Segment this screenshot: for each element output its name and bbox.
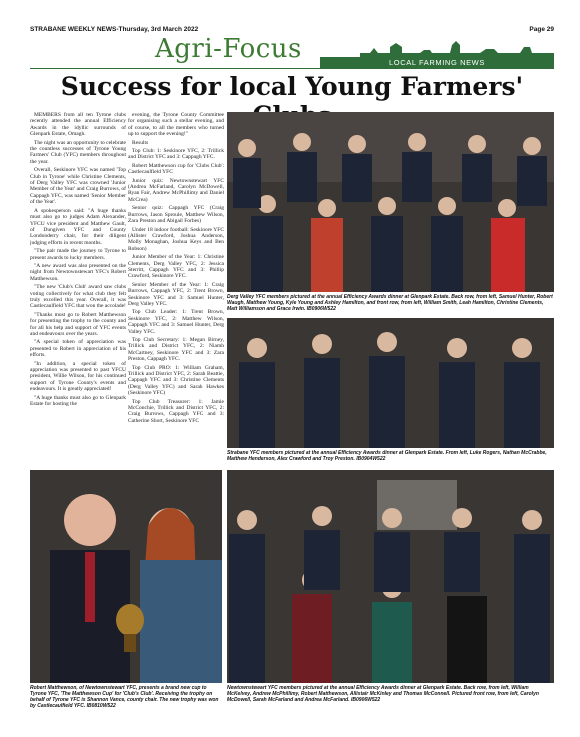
caption-newtownstewart: Newtownstewart YFC members pictured at the annual Efficiency Awards dinner at Glenpark Estate. Back row, from left, William McKelvey, Andrew McPhillimy, Robert Matthewson, Allistair McKinley and Thomas McConnell. Pictured front row, from left, Carolyn McDowell, Sarah McFarland and Andrea McFarland. IB0906W522 — [227, 685, 539, 703]
article-paragraph: "A huge thanks must also go to Glenpark Estate for hosting the — [30, 394, 126, 408]
group-photo-illustration — [227, 112, 554, 292]
article-paragraph: "Thanks must go to Robert Matthewson for presenting the trophy to the county and for all his help and support of YFC events and endeavours over the years. — [30, 311, 126, 337]
caption-derg-valley: Derg Valley YFC members pictured at the annual Efficiency Awards dinner at Glenpark Estate. Back row, from left, Samuel Hunter, Robert Waugh, Matthew Young, Kyle Young and Ashley Hamilton, and front row, from left, William Smith, Leah Hamilton, Christine Clements, Matt Williamson and Grace Irwin. IB0906W522 — [227, 294, 553, 312]
article-paragraph: Overall, Seskinore YFC was named 'Top Club in Tyrone' while Christine Clements, of Derg Valley YFC was crowned 'Junior Member of the Year' and Craig Burrows, of Cappagh YFC, was named 'Senior Member of the Year'. — [30, 167, 126, 206]
farm-silhouette-icon — [360, 39, 554, 57]
article-paragraph: Top Club Treasurer: 1: Jamie McConchie, Trillick and District YFC, 2: Craig Burrows, Cappagh YFC and 3: Catherine Short, Seskinore YFC — [128, 398, 224, 424]
photo-newtownstewart-group — [227, 470, 554, 683]
article-paragraph: Junior Member of the Year: 1: Christine Clements, Derg Valley YFC, 2: Jessica Sterritt, Cappagh YFC and 3: Phillip Crawford, Seskinore YFC. — [128, 254, 224, 280]
article-paragraph: "A new award was also presented on the night from Newtownstewart YFC's Robert Matthewson. — [30, 262, 126, 282]
section-title: Agri-Focus — [155, 34, 302, 64]
page-number: Page 29 — [529, 26, 554, 33]
caption-cup-presentation: Robert Matthewson, of Newtownstewart YFC, presents a brand new cup to Tyrone YFC, 'The Matthewson Cup' for 'Club's Club'. Receiving the trophy on behalf of Tyrone YFC is Shannon Vance, county chair. The new trophy was won by Castlecaulfield YFC. IB0810W522 — [30, 685, 219, 709]
section-banner — [30, 34, 554, 68]
article-paragraph: MEMBERS from all ten Tyrone clubs recently attended the annual Efficiency Awards in the idyllic surrounds of Glenpark Estate, Omagh. — [30, 112, 126, 138]
banner-rule — [30, 68, 554, 69]
photo-derg-valley-group — [227, 112, 554, 292]
publication-date: STRABANE WEEKLY NEWS-Thursday, 3rd March 2022 — [30, 26, 199, 33]
photo-cup-presentation — [30, 470, 222, 683]
photo-strabane-group — [227, 318, 554, 448]
group-photo-illustration — [227, 470, 554, 683]
caption-strabane: Strabane YFC members pictured at the annual Efficiency Awards dinner at Glenpark Estate. From left, Luke Rogers, Nathan McCrabbe, Matthew Henderson, Alex Crawford and Troy Preston. IB0904W522 — [227, 450, 547, 462]
article-paragraph: A spokesperson said: "A huge thanks must also go to judges Adam Alexander, YFCU vice president and Matthew Gault, of Dungiven YFC and County Londonderry chair, for their diligent judging efforts in recent months. — [30, 207, 126, 246]
group-photo-illustration — [227, 318, 554, 448]
article-paragraph: "In addition, a special token of appreciation was presented to past YFCU president, Willie Wilson, for his continued support of Tyrone County's events and endeavours. It is greatly appreciated! — [30, 360, 126, 393]
section-strip: LOCAL FARMING NEWS — [320, 57, 554, 68]
article-paragraph: Under 18 indoor football: Seskinore YFC (Allister Crawford, Joshua Anderson, Molly Monaghan, Joshua Keys and Ben Robson) — [128, 226, 224, 252]
article-paragraph: Top Club: 1: Seskinore YFC, 2: Trillick and District YFC and 3: Cappagh YFC. — [128, 148, 224, 161]
article-paragraph: Robert Matthewson cup for 'Clubs Club': Castlecaulfield YFC — [128, 162, 224, 176]
article-paragraph: Top Club Leader: 1: Trent Brown, Seskinore YFC, 2: Matthew Wilson, Cappagh YFC and 3: Samuel Hunter, Derg Valley YFC. — [128, 309, 224, 335]
article-column-2 — [128, 112, 224, 450]
article-paragraph: Junior quiz: Newtownstewart YFC (Andrea McFarland, Carolyn McDowell, Ryan Fair, Andrew McPhillimy and Daniel McCrea) — [128, 177, 224, 203]
article-paragraph: "The pair made the journey to Tyrone to present awards to lucky members. — [30, 248, 126, 261]
presentation-photo-illustration — [30, 470, 222, 683]
article-paragraph: Top Club PRO: 1: William Graham, Trillick and District YFC, 2: Sarah Beattie, Cappagh YFC and 3: Christine Clements (Derg Valley YFC) and Sarah Hawkes (Seskinore YFC) — [128, 364, 224, 397]
article-paragraph: Top Club Secretary: 1: Megan Birney, Trillick and District YFC, 2: Niamh McCartney, Seskinore YFC and 3: Zara Preston, Cappagh YFC. — [128, 337, 224, 363]
article-paragraph: "A special token of appreciation was presented to Robert in appreciation of his efforts. — [30, 339, 126, 359]
article-column-1 — [30, 112, 126, 450]
article-paragraph: evening, the Tyrone County Committee for organising such a stellar evening, and of course, to all the members who turned up to support the evening!" — [128, 112, 224, 138]
article-paragraph: Results — [132, 139, 149, 146]
article-paragraph: "The new 'Club's Club' award saw clubs voting collectively for what club they felt truly excelled this year. Overall, it was Castlecaulfield YFC that won the accolade! — [30, 284, 126, 310]
article-paragraph: Senior quiz: Cappagh YFC (Craig Burrows, Jason Sproule, Matthew Wilson, Zara Preston and Abigail Forbes) — [128, 205, 224, 225]
article-paragraph: Senior Member of the Year: 1: Craig Burrows, Cappagh YFC, 2: Trent Brown, Seskinore YFC and 3: Samuel Hunter, Derg Valley YFC. — [128, 281, 224, 307]
article-paragraph: The night was an opportunity to celebrate the countless successes of Tyrone Young Farmers' Club (YFC) members throughout the year. — [30, 139, 126, 165]
article-headline: Success for local Young Farmers' — [60, 72, 524, 101]
